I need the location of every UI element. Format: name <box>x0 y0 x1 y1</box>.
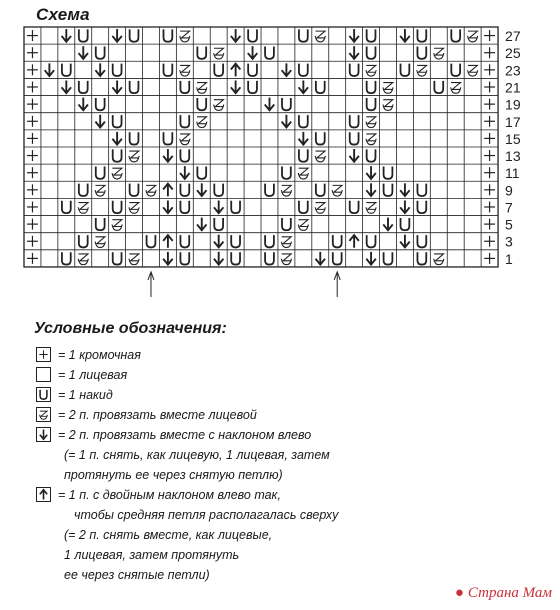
row-number-label: 19 <box>505 96 521 113</box>
legend-text: = 2 п. провязать вместе с наклоном влево <box>58 428 312 442</box>
legend-item <box>34 385 534 405</box>
repeat-arrow-icon <box>148 272 154 297</box>
row-number-label: 9 <box>505 182 513 199</box>
row-number-label: 21 <box>505 79 521 96</box>
legend-text: протянуть ее через снятую петлю) <box>64 468 283 482</box>
row-number-label: 3 <box>505 233 513 250</box>
legend <box>34 345 534 585</box>
legend-item <box>34 345 534 365</box>
edge-stitch-icon <box>36 347 51 362</box>
legend-text: ее через снятые петли) <box>64 568 210 582</box>
legend-text: (= 1 п. снять, как лицевую, 1 лицевая, затем <box>64 448 330 462</box>
row-number-label: 23 <box>505 62 521 79</box>
row-number-label: 25 <box>505 45 521 62</box>
legend-text: = 1 кромочная <box>58 348 141 362</box>
watermark: ● Страна Мам <box>454 585 552 601</box>
yarn-over-icon <box>36 387 51 402</box>
ssk-icon <box>36 427 51 442</box>
legend-text: чтобы средняя петля располагалась сверху <box>74 508 339 522</box>
row-number-label: 13 <box>505 148 521 165</box>
legend-text: = 1 накид <box>58 388 113 402</box>
legend-item <box>34 485 534 585</box>
legend-item <box>34 425 534 485</box>
legend-text: 1 лицевая, затем протянуть <box>64 548 240 562</box>
legend-text: = 1 п. с двойным наклоном влево так, <box>58 488 281 502</box>
legend-text: = 1 лицевая <box>58 368 128 382</box>
chart-title: Схема <box>36 5 90 24</box>
row-number-label: 17 <box>505 113 521 130</box>
legend-text: (= 2 п. снять вместе, как лицевые, <box>64 528 273 542</box>
knit-stitch-icon <box>36 367 51 382</box>
watermark-icon: ● <box>454 585 464 601</box>
legend-text: = 2 п. провязать вместе лицевой <box>58 408 257 422</box>
row-number-label: 5 <box>505 216 513 233</box>
k2tog-icon <box>36 407 51 422</box>
row-number-label: 27 <box>505 28 521 45</box>
double-decrease-icon <box>36 487 51 502</box>
repeat-arrow-icon <box>334 272 340 297</box>
row-number-label: 7 <box>505 199 513 216</box>
legend-item <box>34 365 534 385</box>
row-number-label: 15 <box>505 130 521 147</box>
legend-title: Условные обозначения: <box>34 320 227 337</box>
legend-item <box>34 405 534 425</box>
row-number-label: 11 <box>505 165 520 182</box>
row-number-label: 1 <box>505 250 513 267</box>
